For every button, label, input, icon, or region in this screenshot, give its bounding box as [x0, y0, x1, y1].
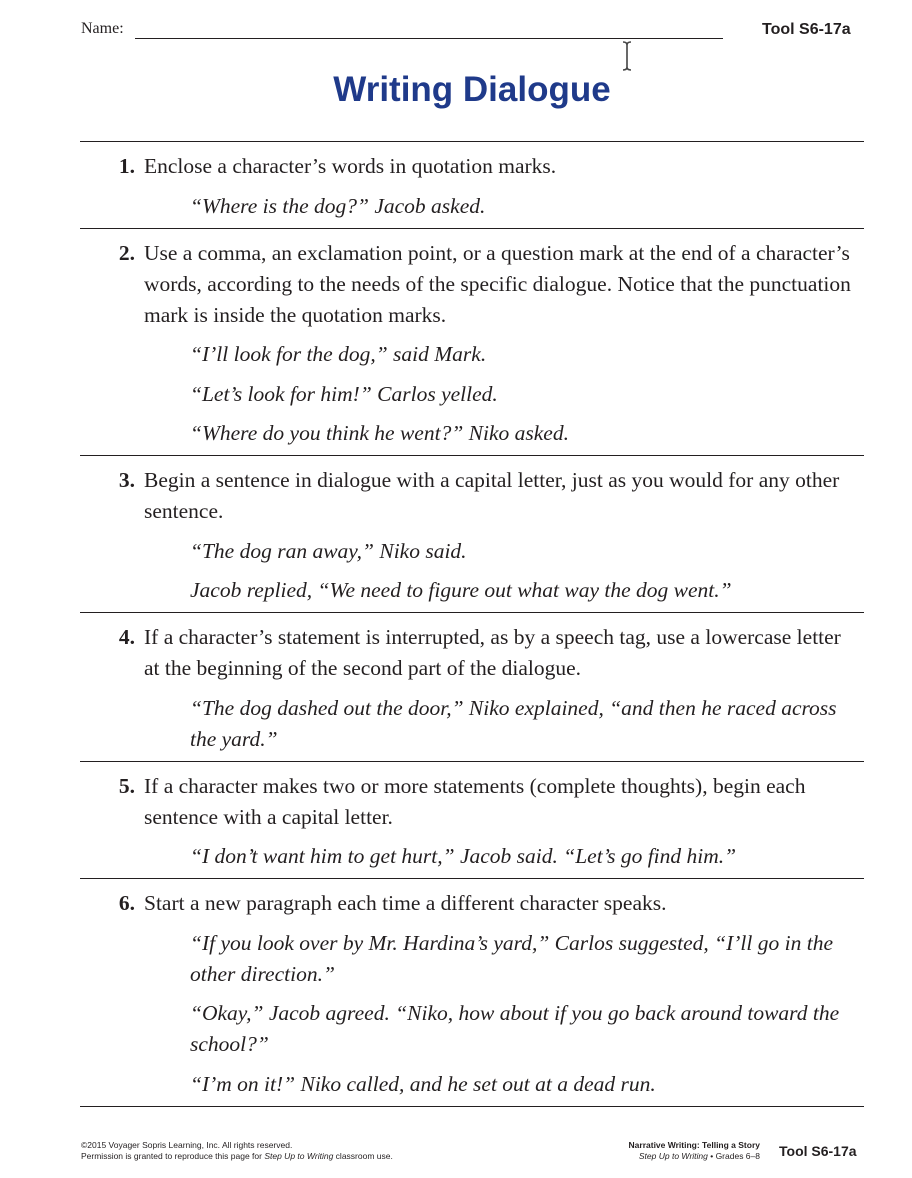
text-cursor-icon	[620, 40, 634, 72]
program-line	[629, 1151, 760, 1162]
rule-text: Begin a sentence in dialogue with a capital letter, just as you would for any other sentence.	[144, 468, 840, 523]
rule-section	[80, 456, 864, 613]
rule-section	[80, 229, 864, 457]
name-label: Name:	[81, 20, 124, 37]
rule-number: 1.	[118, 154, 135, 178]
rule-number: 3.	[118, 468, 135, 492]
footer-copyright	[81, 1140, 393, 1162]
permission-prefix: Permission is granted to reproduce this page for	[81, 1151, 265, 1161]
rule-row	[80, 888, 864, 919]
page-title: Writing Dialogue	[333, 70, 611, 109]
rule-number: 2.	[118, 240, 135, 265]
rule-row	[80, 151, 864, 182]
rules-list	[80, 141, 864, 1107]
rule-section	[80, 613, 864, 762]
dialogue-example: “Okay,” Jacob agreed. “Niko, how about if you go back around toward the school?”	[190, 1001, 840, 1056]
rule-text: If a character makes two or more statements (complete thoughts), begin each sentence with a capital letter.	[144, 773, 806, 829]
footer-unit	[629, 1140, 760, 1162]
dialogue-example: “Where do you think he went?” Niko asked.	[190, 421, 569, 445]
rule-row	[80, 771, 864, 833]
rule-row	[80, 238, 864, 331]
rule-text: Enclose a character’s words in quotation marks.	[144, 154, 557, 178]
permission-suffix: classroom use.	[333, 1151, 393, 1161]
tool-id: Tool S6-17a	[762, 21, 851, 38]
dialogue-example: “Where is the dog?” Jacob asked.	[190, 193, 486, 218]
rule-number: 4.	[118, 625, 135, 649]
name-field-line[interactable]	[135, 38, 723, 39]
dialogue-example: Jacob replied, “We need to figure out what way the dog went.”	[190, 578, 732, 602]
copyright-text: ©2015 Voyager Sopris Learning, Inc. All rights reserved.	[81, 1140, 293, 1150]
dialogue-example: “Let’s look for him!” Carlos yelled.	[190, 381, 498, 406]
dialogue-example: “I don’t want him to get hurt,” Jacob said. “Let’s go find him.”	[190, 844, 737, 868]
rule-number: 6.	[118, 891, 135, 915]
dialogue-example: “The dog dashed out the door,” Niko explained, “and then he raced across the yard.”	[190, 695, 837, 751]
rule-section	[80, 142, 864, 229]
grades: • Grades 6–8	[707, 1151, 760, 1161]
rule-row	[80, 622, 864, 684]
dialogue-example: “The dog ran away,” Niko said.	[190, 538, 467, 563]
rule-row	[80, 465, 864, 527]
rule-text: Use a comma, an exclamation point, or a question mark at the end of a character’s words, according to the needs of the specific dialogue. Notice that the punctuation mark is inside the quotation marks.	[144, 240, 851, 327]
rule-section	[80, 762, 864, 880]
rule-number: 5.	[118, 773, 135, 798]
rule-section	[80, 879, 864, 1107]
permission-text	[81, 1151, 393, 1162]
permission-title: Step Up to Writing	[264, 1151, 334, 1161]
footer-tool-id: Tool S6-17a	[779, 1143, 857, 1159]
rule-text: If a character’s statement is interrupted, as by a speech tag, use a lowercase letter at the beginning of the second part of the dialogue.	[144, 625, 841, 680]
program-name: Step Up to Writing	[638, 1151, 708, 1161]
unit-title: Narrative Writing: Telling a Story	[628, 1140, 760, 1150]
dialogue-example: “I’m on it!” Niko called, and he set out at a dead run.	[190, 1071, 656, 1096]
rule-text: Start a new paragraph each time a different character speaks.	[144, 891, 667, 915]
dialogue-example: “If you look over by Mr. Hardina’s yard,” Carlos suggested, “I’ll go in the other direction.”	[190, 930, 833, 986]
dialogue-example: “I’ll look for the dog,” said Mark.	[190, 342, 487, 366]
